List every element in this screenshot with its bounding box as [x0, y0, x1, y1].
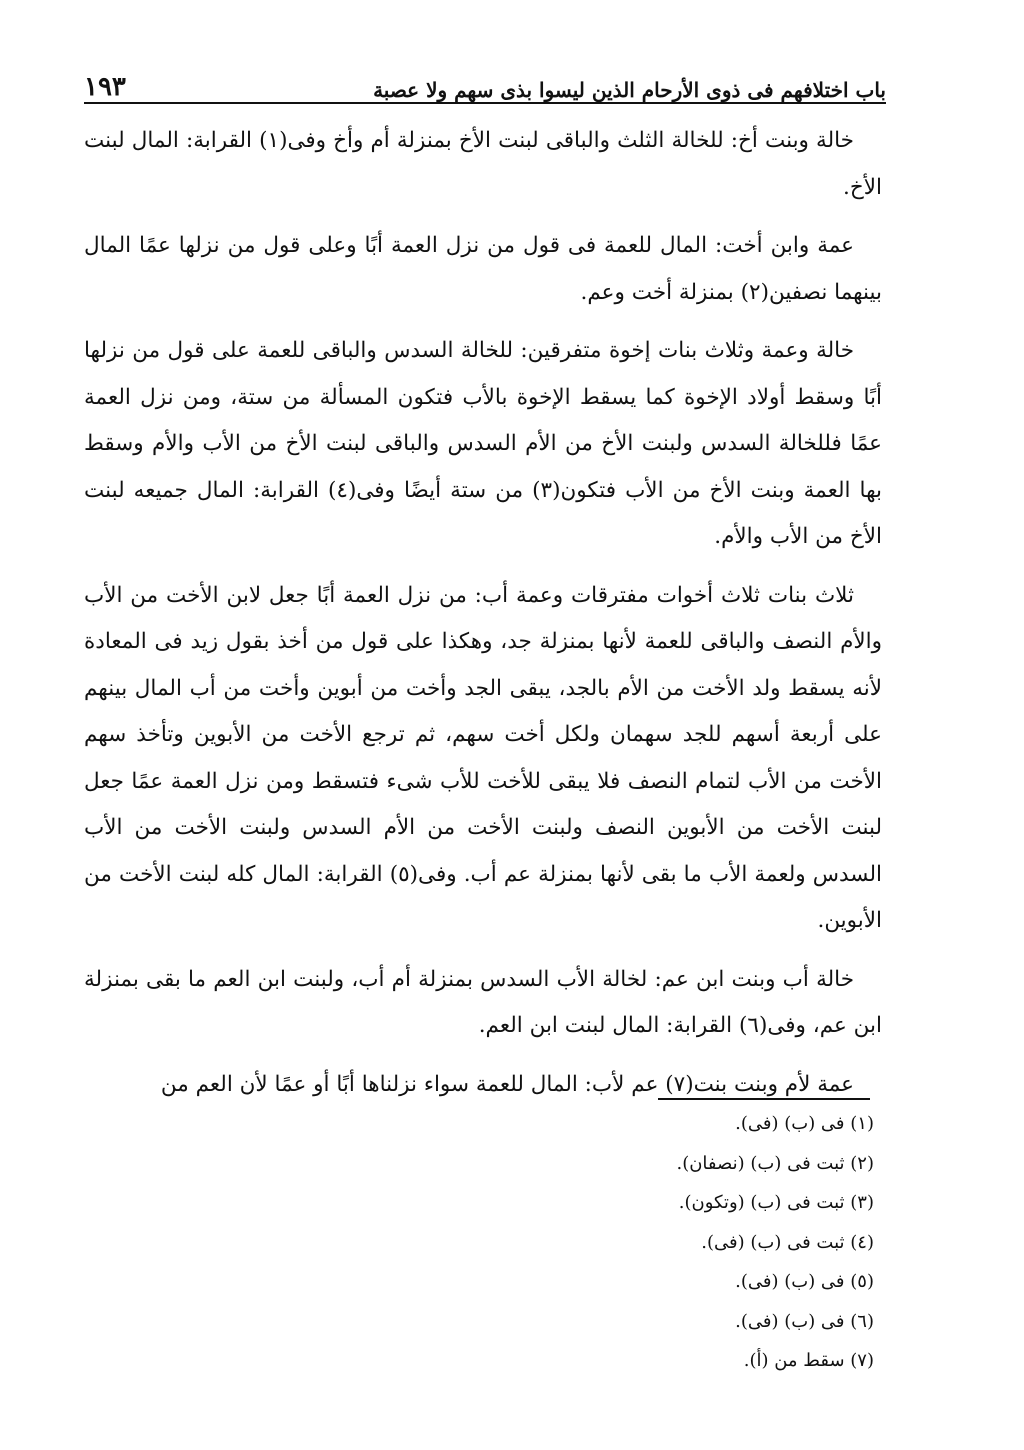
footnote: (١) فى (ب) (فى). — [735, 1113, 874, 1134]
footnote: (٥) فى (ب) (فى). — [735, 1271, 874, 1292]
running-title: باب اختلافهم فى ذوى الأرحام الذين ليسوا بذى سهم ولا عصبة — [373, 78, 886, 102]
paragraph: خالة أب وبنت ابن عم: لخالة الأب السدس بمنزلة أم أب، ولبنت ابن العم ما بقى بمنزلة ابن عم، وفى(٦) القرابة: المال لبنت ابن العم. — [84, 966, 882, 1038]
paragraph: ثلاث بنات ثلاث أخوات مفترقات وعمة أب: من نزل العمة أبًا جعل لابن الأخت من الأب والأم النصف والباقى للعمة لأنها بمنزلة جد، وهكذا على قول من أخذ بقول زيد فى المعادة لأنه يسقط ولد الأخت من الأم بالجد، يبقى الجد وأخت من أبوين وأخت من أب المال بينهم على أربعة أسهم للجد سهمان ولكل أخت سهم، ثم ترجع الأخت من الأبوين وتأخذ سهم الأخت من الأب لتمام النصف فلا يبقى للأخت للأب شىء فتسقط ومن نزل العمة عمًا جعل لبنت الأخت من الأبوين النصف ولبنت الأخت من الأم السدس ولبنت الأخت من الأب السدس ولعمة الأب ما بقى لأنها بمنزلة عم أب. وفى(٥) القرابة: المال كله لبنت الأخت من الأبوين. — [84, 582, 882, 933]
page-header — [84, 62, 886, 104]
footnote: (٤) ثبت فى (ب) (فى). — [701, 1231, 874, 1253]
paragraph: خالة وبنت أخ: للخالة الثلث والباقى لبنت الأخ بمنزلة أم وأخ وفى(١) القرابة: المال لبنت الأخ. — [84, 128, 882, 200]
paragraph: خالة وعمة وثلاث بنات إخوة متفرقين: للخالة السدس والباقى للعمة على قول من نزلها أبًا وسقط أولاد الإخوة كما يسقط الإخوة بالأب فتكون المسألة من ستة، ومن نزل العمة عمًا فللخالة السدس ولبنت الأخ من الأم السدس والباقى لبنت الأخ من الأب والأم وسقط بها العمة وبنت الأخ من الأب فتكون(٣) من ستة أيضًا وفى(٤) القرابة: المال جميعه لبنت الأخ من الأب والأم. — [84, 338, 882, 549]
footnote: (٧) سقط من (أ). — [743, 1350, 874, 1371]
paragraph: عمة لأم وبنت بنت(٧) عم لأب: المال للعمة سواء نزلناها أبًا أو عمًا لأن العم من — [160, 1071, 854, 1097]
page-number: ١٩٣ — [84, 72, 126, 102]
footnote-separator — [658, 1098, 870, 1100]
footnote: (٦) فى (ب) (فى). — [735, 1310, 874, 1332]
footnote: (٣) ثبت فى (ب) (وتكون). — [678, 1192, 874, 1213]
page-body — [84, 118, 882, 1120]
footnotes — [474, 1104, 874, 1381]
paragraph: عمة وابن أخت: المال للعمة فى قول من نزل العمة أبًا وعلى قول من نزلها عمًا المال بينهما نصفين(٢) بمنزلة أخت وعم. — [84, 233, 882, 305]
footnote: (٢) ثبت فى (ب) (نصفان). — [676, 1152, 874, 1174]
